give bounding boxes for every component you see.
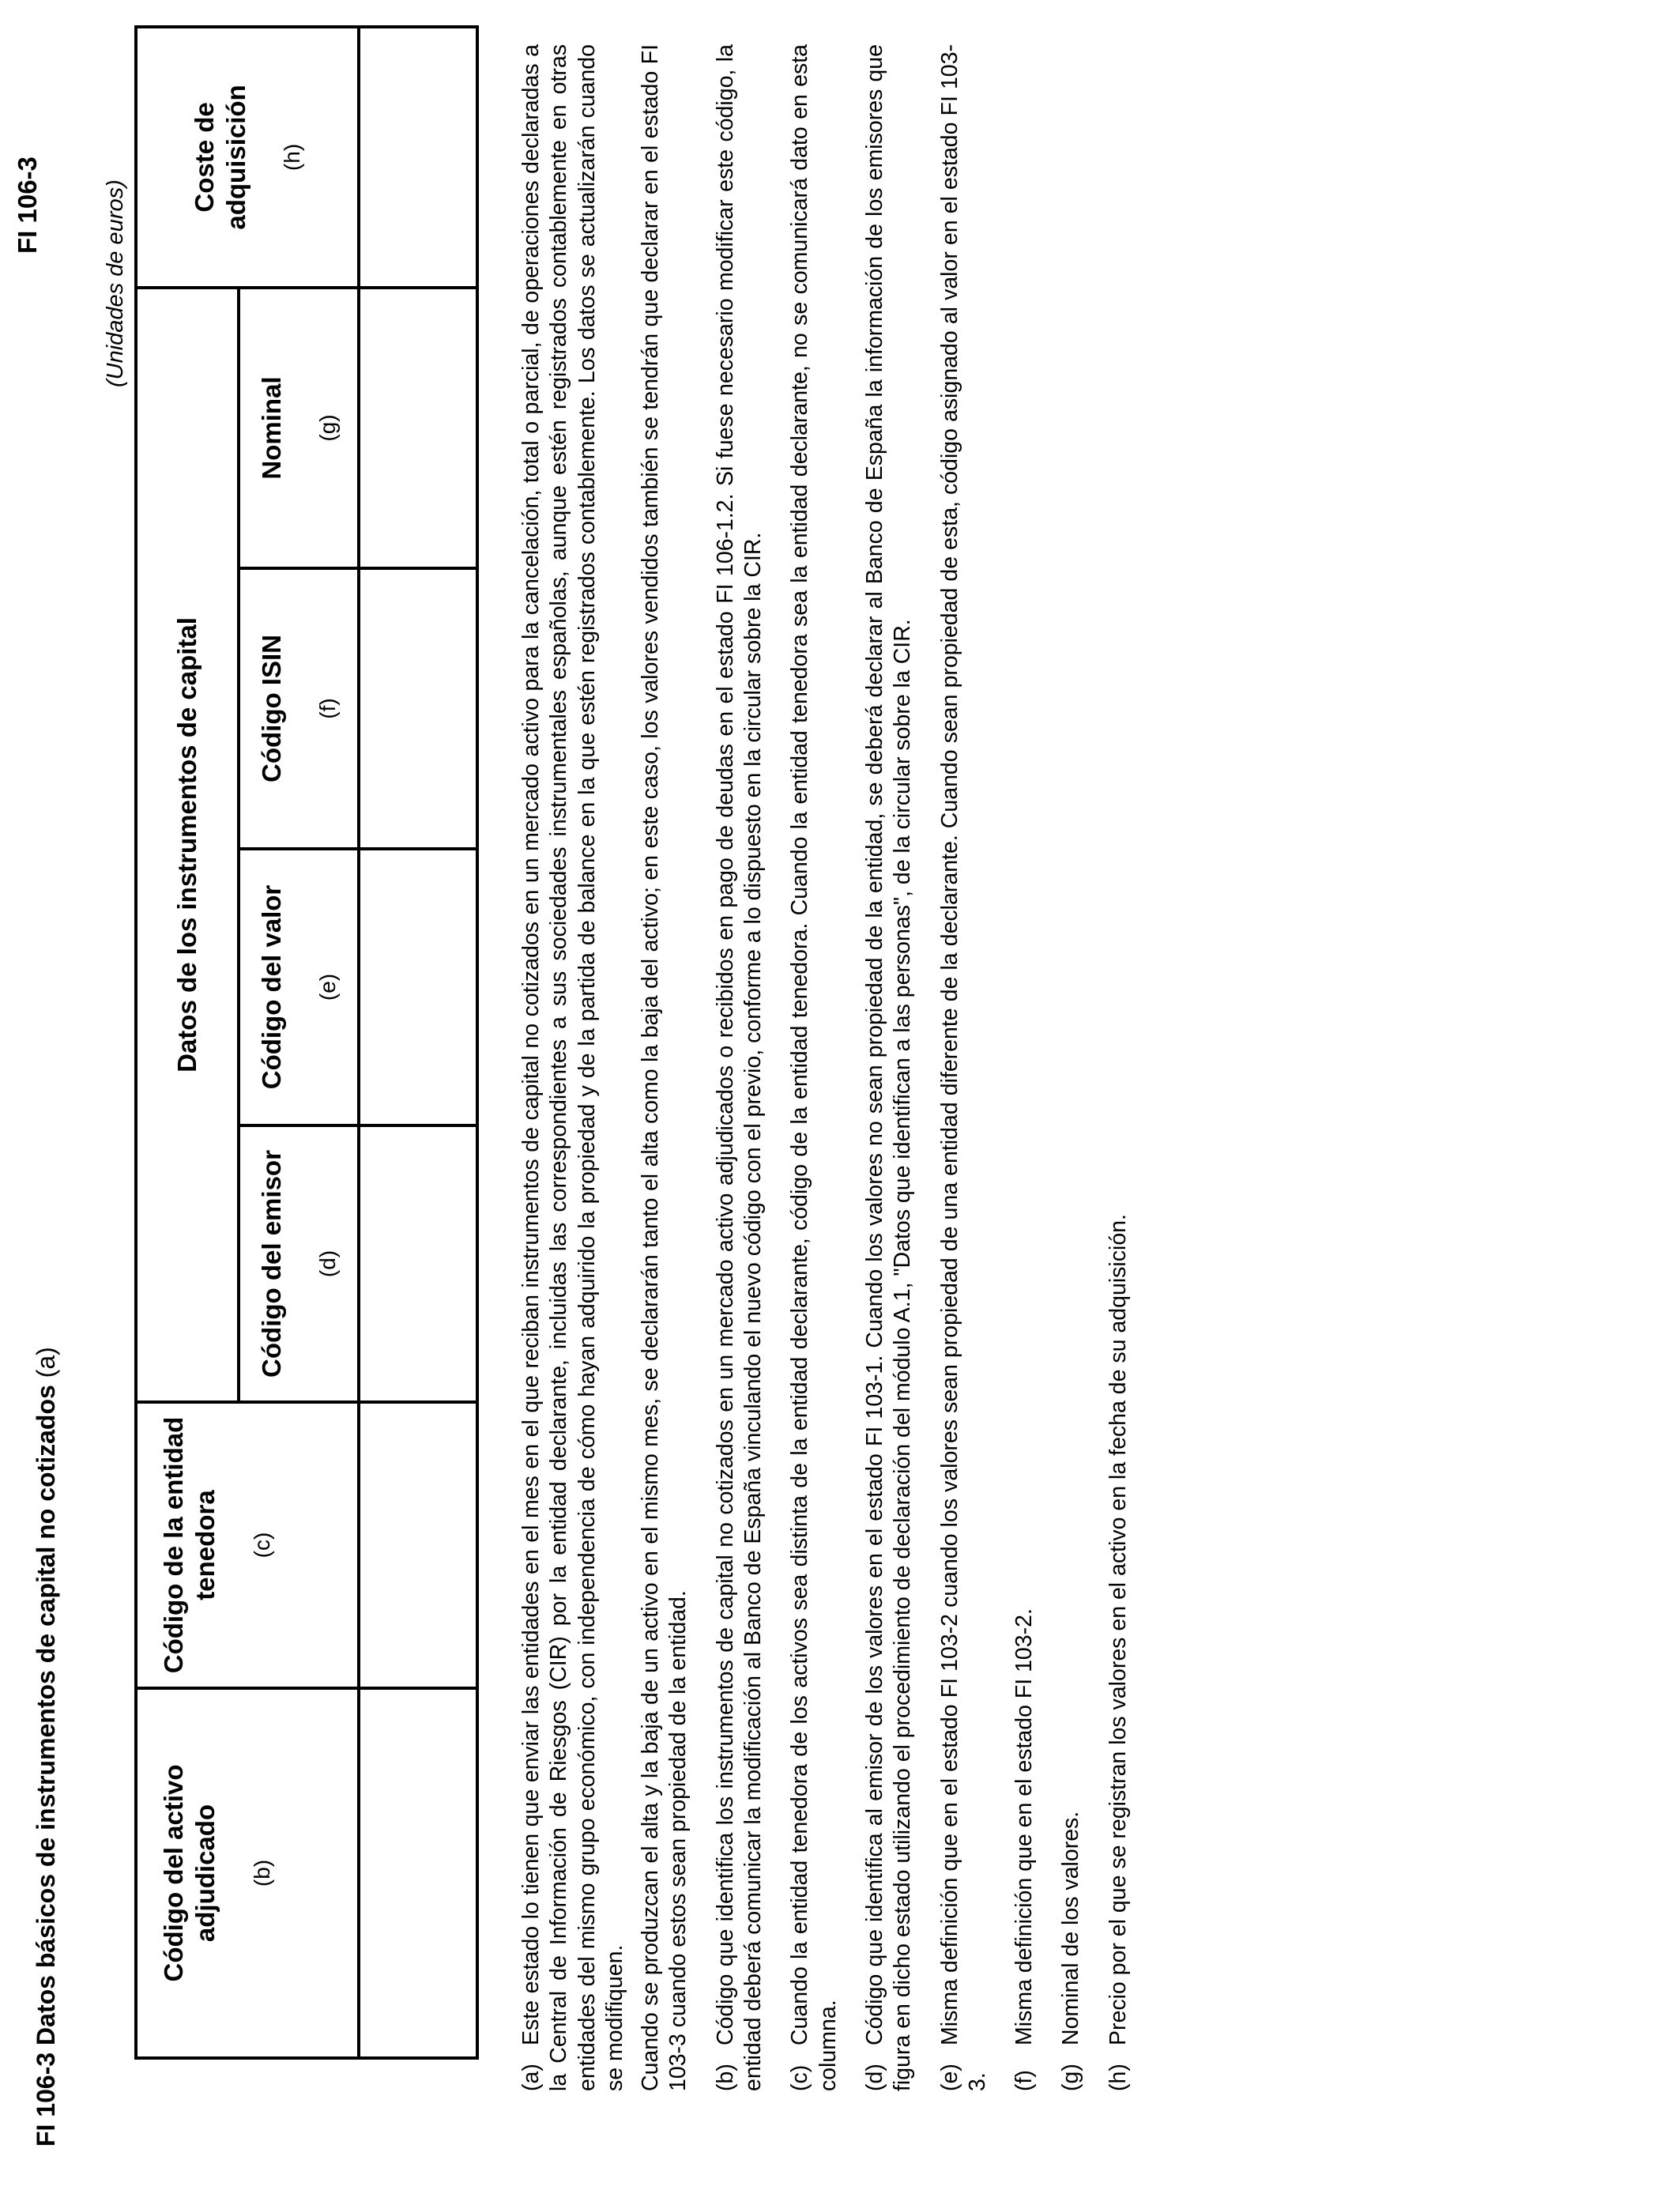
col-header-security-code: Código del valor (e) — [239, 849, 359, 1125]
page-title-text: FI 106-3 Datos básicos de instrumentos de capital no cotizados — [32, 1385, 60, 2147]
col-header-issuer-code: Código del emisor (d) — [239, 1125, 359, 1402]
footnote: (a)Este estado lo tienen que enviar las entidades en el mes en el que reciban instrumentos de capital no cotizados en un mercado activo para la cancelación, total o parcial, de operaciones declaradas a la Central de Información de Riesgos (CIR) por la entidad declarante, incluidas las correspondientes a sus sociedades instrumentales españolas, aunque estén registrados contablemente en otras entidades del mismo grupo económico, con independencia de cómo hayan adquirido la propiedad y de la partida de balance en la que estén registrados contablemente. Los datos se actualizarán cuando se modifiquen. — [518, 44, 627, 2091]
group-header: Datos de los instrumentos de capital — [136, 288, 239, 1402]
col-header-isin-code: Código ISIN (f) — [239, 568, 359, 849]
col-header-asset-code: Código del activo adjudicado (b) — [136, 1688, 359, 2058]
table-cell — [359, 27, 477, 288]
footnotes — [518, 44, 1151, 2091]
footnote: (h)Precio por el que se registran los valores en el activo en la fecha de su adquisición. — [1105, 1214, 1131, 2091]
col-header-holder-code: Código de la entidad tenedora (c) — [136, 1402, 359, 1688]
units-note: (Unidades de euros) — [103, 179, 128, 387]
table-cell — [359, 849, 477, 1125]
table-cell — [359, 1125, 477, 1402]
footnote: (c)Cuando la entidad tenedora de los activos sea distinta de la entidad declarante, código de la entidad tenedora. Cuando la entidad tenedora sea la entidad declarante, no se comunicará dato en esta columna. — [787, 44, 841, 2091]
footnote: (f)Misma definición que en el estado FI 103-2. — [1011, 1608, 1038, 2091]
table-cell — [359, 288, 477, 568]
page-title — [32, 1347, 61, 2147]
table-cell — [359, 1688, 477, 2058]
footnote: (b)Código que identifica los instrumentos de capital no cotizados en un mercado activo adjudicados o recibidos en pago de deudas en el estado FI 106-1.2. Si fuese necesario modificar este código, la entidad deberá comunicar la modificación al Banco de España vinculando el nuevo código con el previo, conforme a lo dispuesto en la circular sobre la CIR. — [712, 44, 767, 2091]
col-header-nominal: Nominal (g) — [239, 288, 359, 568]
footnote: (e)Misma definición que en el estado FI 103-2 cuando los valores sean propiedad de una entidad diferente de la declarante. Cuando sean propiedad de esta, código asignado al valor en el estado FI 103-3. — [936, 44, 990, 2091]
data-table — [134, 25, 479, 2060]
table-cell — [359, 1402, 477, 1688]
footnote: (d)Código que identifica al emisor de los valores en el estado FI 103-1. Cuando los valores no sean propiedad de la entidad, se deberá declarar al Banco de España la información de los emisores que figura en dicho estado utilizando el procedimiento de declaración del módulo A.1, "Datos que identifican a las personas", de la circular sobre la CIR. — [861, 44, 916, 2091]
table-row — [359, 27, 477, 2058]
col-header-acquisition-cost: Coste de adquisición (h) — [136, 27, 359, 288]
form-code: FI 106-3 — [13, 156, 42, 254]
footnote: (g)Nominal de los valores. — [1058, 1811, 1084, 2091]
table-cell — [359, 568, 477, 849]
page-title-ref: (a) — [32, 1347, 60, 1378]
footnote: Cuando se produzcan el alta y la baja de un activo en el mismo mes, se declararán tanto el alta como la baja del activo; en este caso, los valores vendidos también se tendrán que declarar en el estado FI 103-3 cuando estos sean propiedad de la entidad. — [638, 44, 691, 2091]
